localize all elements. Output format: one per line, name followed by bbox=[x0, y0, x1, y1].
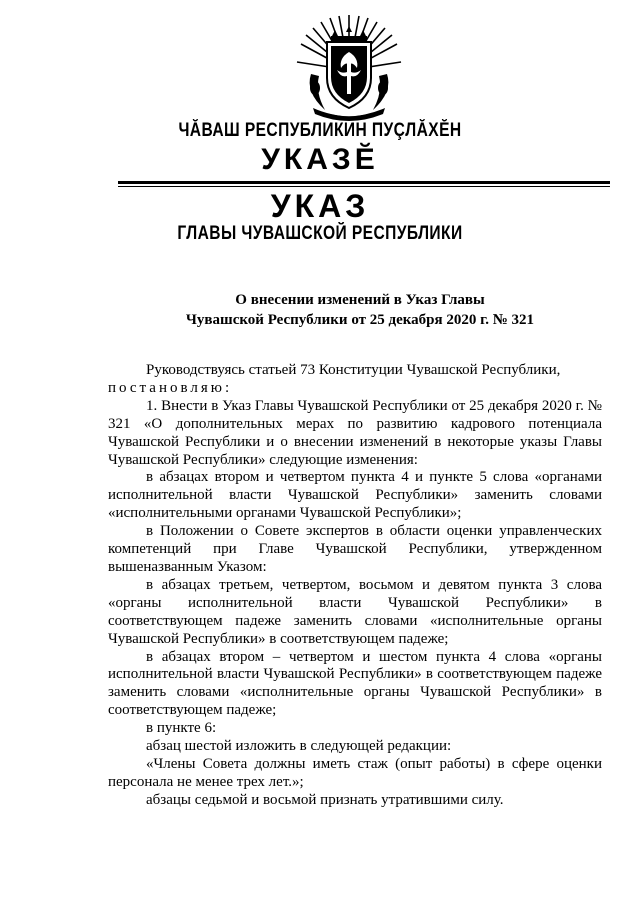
body-paragraph: 1. Внести в Указ Главы Чувашской Республики от 25 декабря 2020 г. № 321 «О дополнительных мерах по развитию кадрового потенциала Чувашской Республики и о внесении изменений в некоторые указы Главы Чувашской Республики» следующие изменения: bbox=[108, 397, 602, 468]
header-divider-thick bbox=[118, 181, 610, 184]
header-divider-thin bbox=[118, 186, 610, 187]
coat-of-arms-icon bbox=[295, 12, 403, 122]
document-body bbox=[108, 362, 602, 810]
body-paragraph: в абзацах втором – четвертом и шестом пункта 4 слова «органы исполнительной власти Чувашской Республики» в соответствующем падеже заменить словами «исполнительные органы Чувашской Республики» в соответствующем падеже; bbox=[108, 648, 602, 719]
body-paragraph: абзац шестой изложить в следующей редакции: bbox=[146, 738, 452, 755]
body-paragraph: в абзацах втором и четвертом пункта 4 и пункте 5 слова «органами исполнительной власти Чувашской Республики» заменить словами «исполнительными органами Чувашской Республики»; bbox=[108, 469, 602, 522]
header-russian-subtitle: ГЛАВЫ ЧУВАШСКОЙ РЕСПУБЛИКИ bbox=[177, 223, 463, 244]
body-paragraph: в пункте 6: bbox=[146, 720, 217, 737]
header-russian-title: УКАЗ bbox=[270, 188, 370, 224]
document-title-line-1: О внесении изменений в Указ Главы bbox=[235, 292, 485, 308]
header-chuvash-title: УКАЗĔ bbox=[261, 143, 379, 176]
body-paragraph: абзацы седьмой и восьмой признать утратившими силу. bbox=[146, 791, 504, 808]
header-chuvash-line: ЧĂВАШ РЕСПУБЛИКИН ПУÇЛĂХĔН bbox=[178, 120, 462, 141]
body-paragraph: в абзацах третьем, четвертом, восьмом и девятом пункта 3 слова «органы исполнительной власти Чувашской Республики» в соответствующем падеже заменить словами «исполнительные органы Чувашской Республики» в соответствующем падеже; bbox=[108, 576, 602, 647]
intro-paragraph: Руководствуясь статьей 73 Конституции Чувашской Республики, bbox=[146, 362, 561, 378]
body-paragraph: «Члены Совета должны иметь стаж (опыт работы) в сфере оценки персонала не менее трех лет.»; bbox=[108, 755, 602, 790]
document-title-line-2: Чувашской Республики от 25 декабря 2020 г. № 321 bbox=[185, 312, 535, 328]
decree-word: постановляю: bbox=[108, 379, 233, 396]
document-title bbox=[110, 290, 610, 330]
body-paragraph: в Положении о Совете экспертов в области оценки управленческих компетенций при Главе Чувашской Республики, утвержденном вышеназванным Указом: bbox=[108, 523, 602, 575]
